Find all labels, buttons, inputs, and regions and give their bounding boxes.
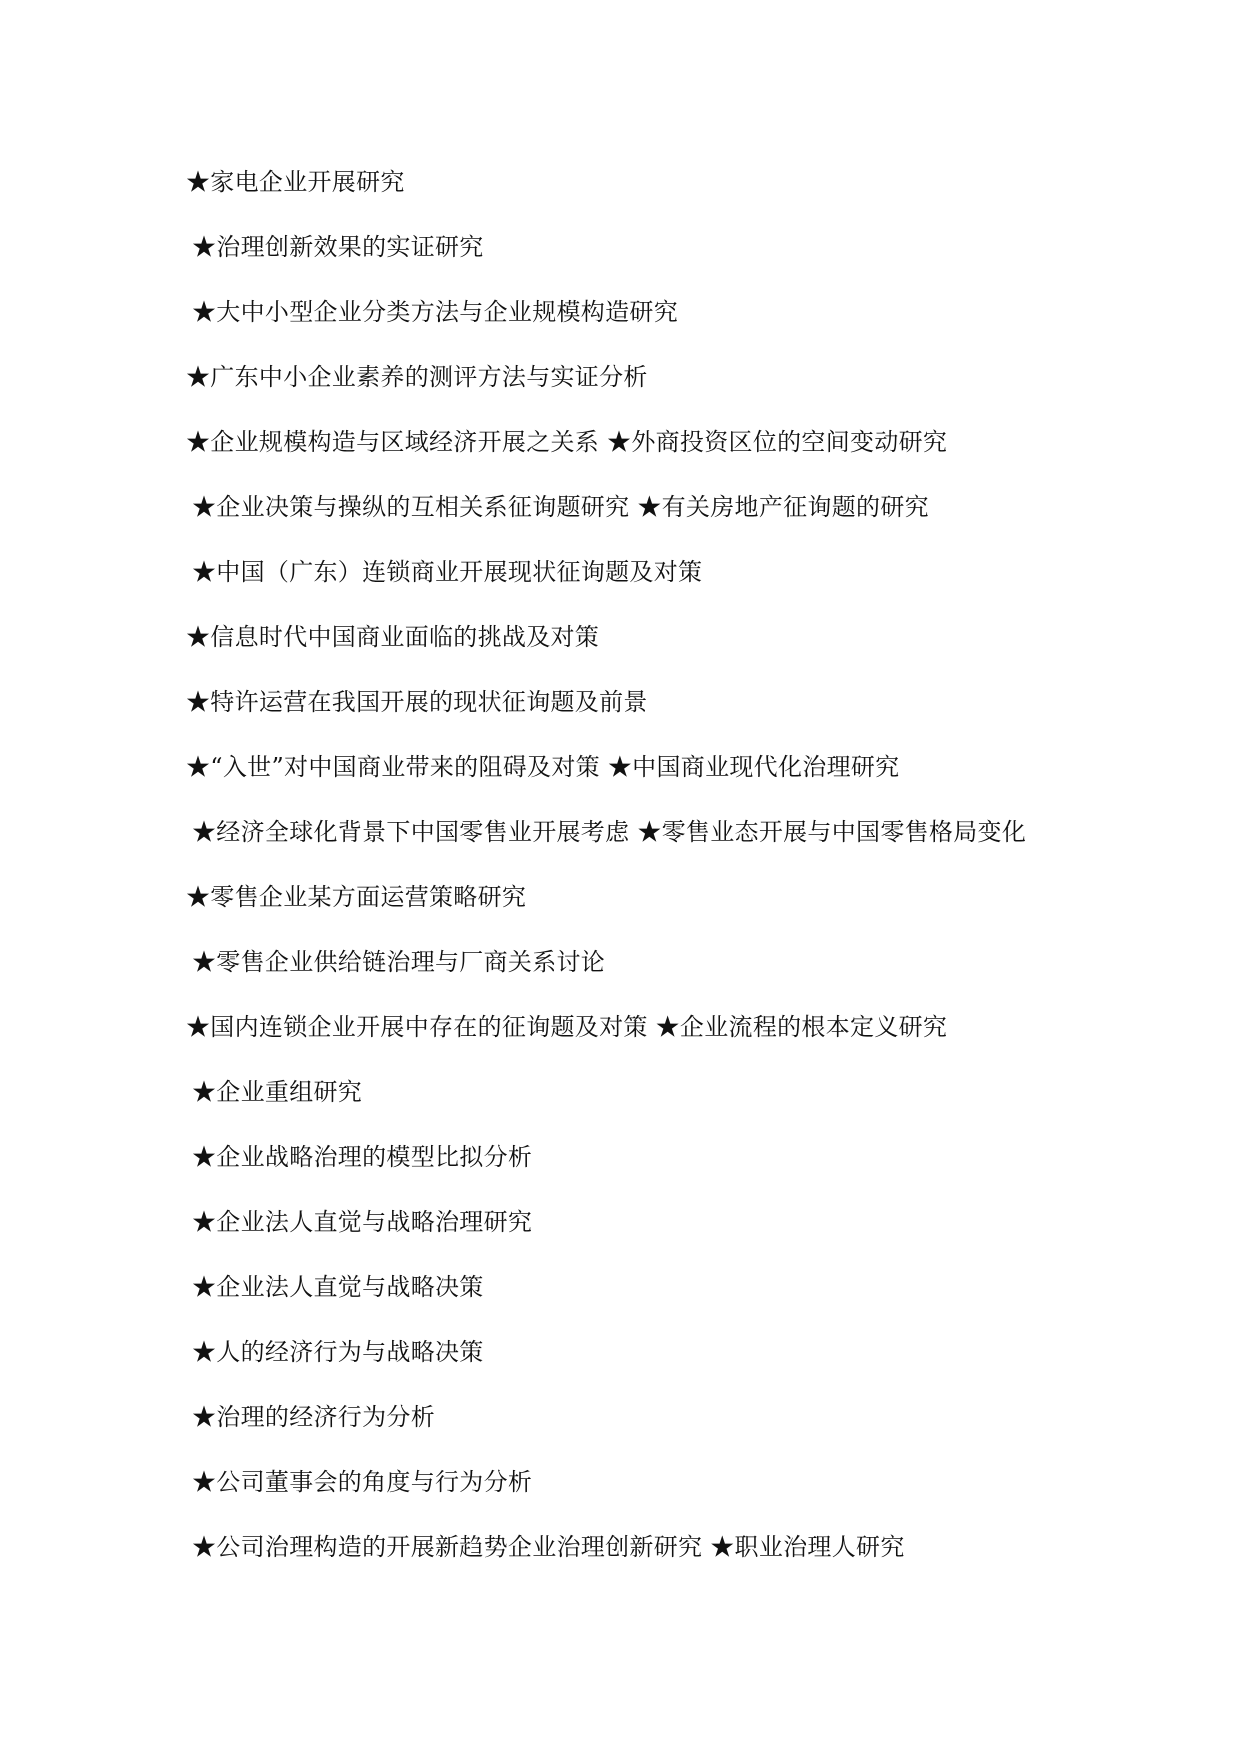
topic-line: ★企业法人直觉与战略治理研究	[192, 1208, 533, 1236]
topic-line: ★零售企业某方面运营策略研究	[186, 883, 527, 911]
topic-line: ★大中小型企业分类方法与企业规模构造研究	[192, 298, 678, 326]
topic-line: ★中国（广东）连锁商业开展现状征询题及对策	[192, 558, 703, 586]
topic-line: ★信息时代中国商业面临的挑战及对策	[186, 623, 600, 651]
topic-line: ★企业重组研究	[192, 1078, 363, 1106]
topic-line: ★公司治理构造的开展新趋势企业治理创新研究 ★职业治理人研究	[192, 1533, 905, 1561]
topic-line: ★“入世”对中国商业带来的阻碍及对策 ★中国商业现代化治理研究	[186, 753, 900, 781]
topic-line: ★广东中小企业素养的测评方法与实证分析	[186, 363, 648, 391]
topic-line: ★经济全球化背景下中国零售业开展考虑 ★零售业态开展与中国零售格局变化	[192, 818, 1027, 846]
topic-line: ★企业法人直觉与战略决策	[192, 1273, 484, 1301]
topic-line: ★企业战略治理的模型比拟分析	[192, 1143, 533, 1171]
topic-line: ★特许运营在我国开展的现状征询题及前景	[186, 688, 648, 716]
topic-line: ★企业决策与操纵的互相关系征询题研究 ★有关房地产征询题的研究	[192, 493, 929, 521]
topic-line: ★国内连锁企业开展中存在的征询题及对策 ★企业流程的根本定义研究	[186, 1013, 948, 1041]
topic-line: ★企业规模构造与区域经济开展之关系 ★外商投资区位的空间变动研究	[186, 428, 948, 456]
topic-line: ★人的经济行为与战略决策	[192, 1338, 484, 1366]
topic-line: ★零售企业供给链治理与厂商关系讨论	[192, 948, 606, 976]
topic-line: ★治理的经济行为分析	[192, 1403, 435, 1431]
topic-line: ★家电企业开展研究	[186, 168, 405, 196]
topic-line: ★公司董事会的角度与行为分析	[192, 1468, 533, 1496]
topic-line: ★治理创新效果的实证研究	[192, 233, 484, 261]
